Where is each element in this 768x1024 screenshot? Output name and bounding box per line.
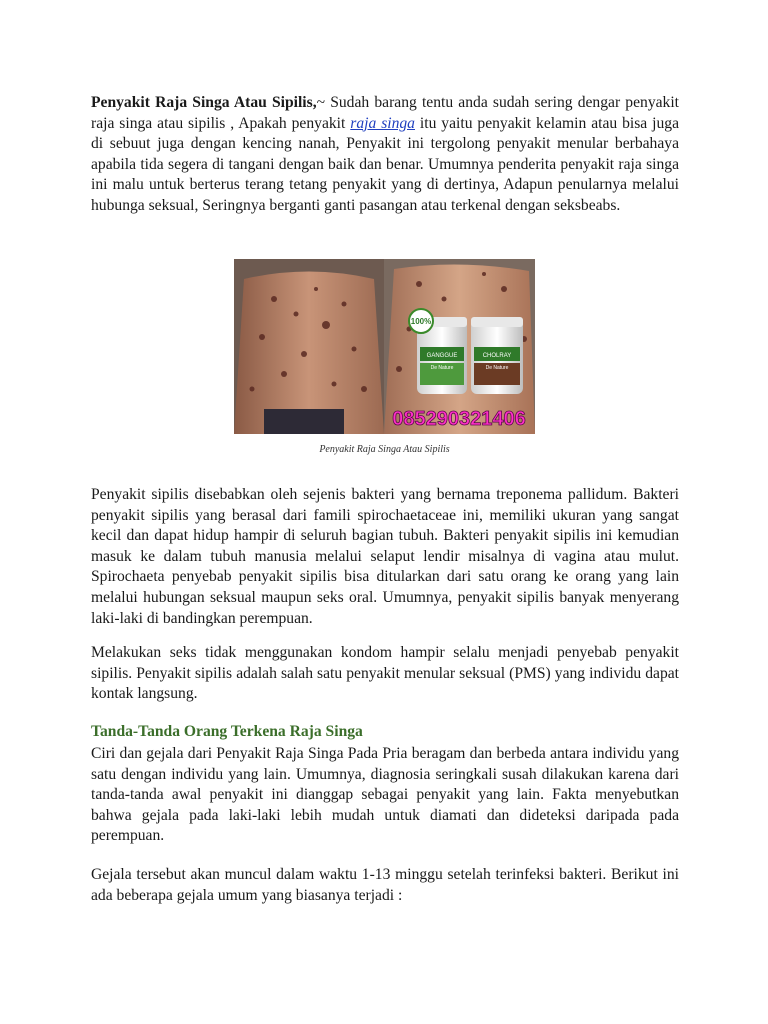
paragraph-onset: Gejala tersebut akan muncul dalam waktu 1-13 minggu setelah terinfeksi bakteri. Berikut ini ada beberapa gejala umum yang biasanya terjadi : xyxy=(91,866,679,904)
paragraph-cause: Penyakit sipilis disebabkan oleh sejenis bakteri yang bernama treponema pallidum. Bakteri penyakit sipilis yang berasal dari famili spirochaetaceae ini, memiliki ukuran yang sangat kecil dan dapat hidup hampir di seluruh bagian tubuh. Bakteri penyakit sipilis ini kemudian masuk ke dalam tubuh manusia melalui selaput lendir misalnya di vagina atau mulut. Spirochaeta penyebab penyakit sipilis bisa ditularkan dari satu orang ke orang yang lain melalui hubungan seksual maupun seks oral. Umumnya, penyakit sipilis banyak menyerang laki-laki di bandingkan perempuan. xyxy=(91,486,679,627)
section-heading: Tanda-Tanda Orang Terkena Raja Singa xyxy=(91,723,363,740)
product-left-label: GANGGUE xyxy=(426,353,458,359)
paragraph-symptoms: Ciri dan gejala dari Penyakit Raja Singa Pada Pria beragam dan berbeda antara individu yang satu dengan individu yang lain. Umumnya, diagnosia seringkali susah dilakukan karena dari tanda-tanda awal penyakit ini dianggap sebagai penyakit yang lain. Fakta menyebutkan bahwa gejala pada laki-laki lebih mudah untuk diamati dan dideteksi daripada pada perempuan. xyxy=(91,745,679,845)
intro-lead: Penyakit Raja Singa Atau Sipilis, xyxy=(91,94,317,111)
photo-caption: Penyakit Raja Singa Atau Sipilis xyxy=(319,444,450,455)
intro-text-before-link: ~ Sudah barang tentu anda sudah sering dengar penyakit raja singa atau sipilis , Apakah penyakit xyxy=(91,94,680,132)
phone-number: 085290321406 xyxy=(392,408,526,430)
intro-text-after-link: itu yaitu penyakit kelamin atau bisa juga di sebuut juga dengan kencing nanah, Penyakit ini tergolong penyakit menular berbahaya apabila tida segera di tangani dengan baik dan benar. Umumnya penderita penyakit raja singa ini malu untuk berterus terang tetang penyakit yang di dertinya, Adapun penularnya melalui hubunga seksual, Seringnya berganti ganti pasangan atau terkenal dengan seksbeabs. xyxy=(91,114,679,214)
article-photo xyxy=(234,259,535,434)
product-right-brand: De Nature xyxy=(485,365,509,371)
badge-text: 100% xyxy=(410,317,432,326)
product-left-brand: De Nature xyxy=(430,365,454,371)
intro-paragraph xyxy=(91,93,679,217)
raja-singa-link[interactable]: raja singa xyxy=(350,114,415,132)
product-right-label: CHOLRAY xyxy=(482,353,512,359)
paragraph-condom: Melakukan seks tidak menggunakan kondom hampir selalu menjadi penyebab penyakit sipilis. Penyakit sipilis adalah salah satu penyakit menular seksual (PMS) yang individu dapat kontak langsung. xyxy=(91,644,679,703)
